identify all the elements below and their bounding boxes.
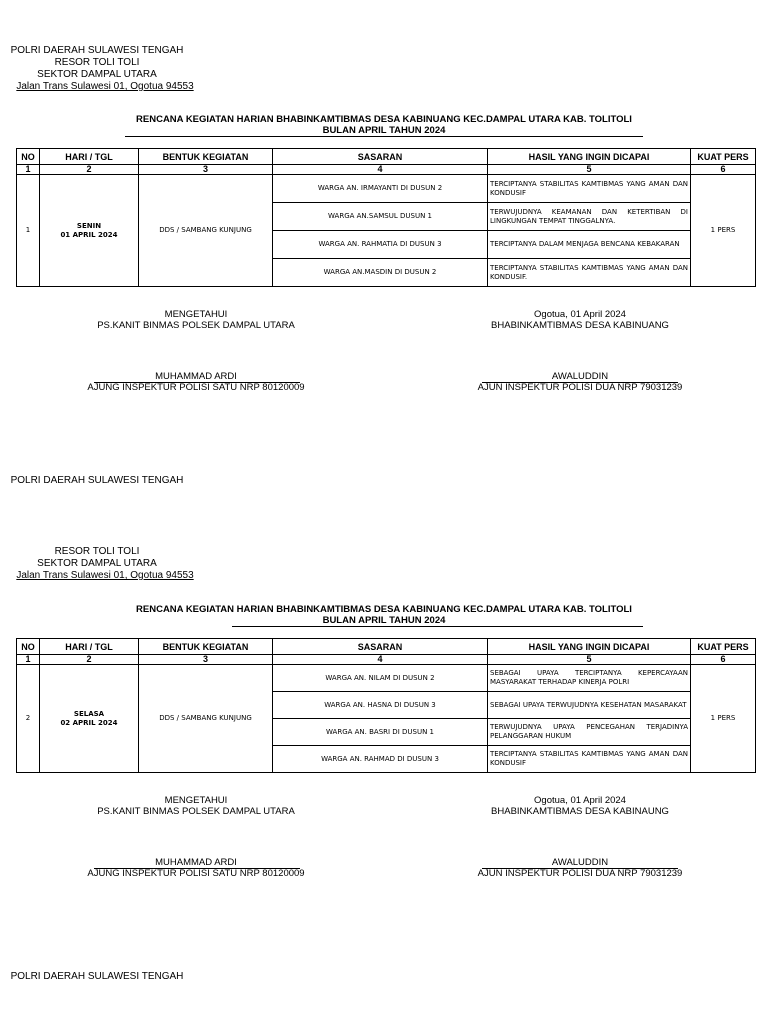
col-number: 2 [40, 655, 139, 665]
row-sasaran: WARGA AN. NILAM DI DUSUN 2 [273, 665, 488, 692]
row-bentuk: DDS / SAMBANG KUNJUNG [139, 175, 273, 287]
col-number: 4 [273, 655, 488, 665]
table-header-row [17, 639, 756, 655]
row-day: SENIN [76, 221, 102, 230]
row-sasaran: WARGA AN.MASDIN DI DUSUN 2 [273, 259, 488, 287]
col-number: 2 [40, 165, 139, 175]
sig-rank: AJUN INSPEKTUR POLISI DUA NRP 79031239 [477, 382, 683, 393]
col-hari: HARI / TGL [40, 149, 139, 165]
col-kuat: KUAT PERS [691, 639, 756, 655]
doc2-activity-table [16, 638, 756, 773]
row-bentuk: DDS / SAMBANG KUNJUNG [139, 665, 273, 773]
row-date: 01 APRIL 2024 [60, 230, 118, 239]
sig-name: AWALUDDIN [551, 371, 609, 382]
row-date-cell [40, 175, 139, 287]
column-number-row [17, 655, 756, 665]
row-date: 02 APRIL 2024 [60, 718, 118, 727]
col-number: 3 [139, 165, 273, 175]
row-sasaran: WARGA AN. BASRI DI DUSUN 1 [273, 719, 488, 746]
col-number: 4 [273, 165, 488, 175]
column-number-row [17, 165, 756, 175]
row-sasaran: WARGA AN. IRMAYANTI DI DUSUN 2 [273, 175, 488, 203]
row-no: 2 [17, 665, 40, 773]
row-kuat: 1 PERS [691, 665, 756, 773]
sig-rank: AJUN INSPEKTUR POLISI DUA NRP 79031239 [477, 868, 683, 879]
doc1-subtitle: BULAN APRIL TAHUN 2024 [322, 125, 446, 136]
sig-position: PS.KANIT BINMAS POLSEK DAMPAL UTARA [97, 806, 295, 817]
col-hasil: HASIL YANG INGIN DICAPAI [488, 639, 691, 655]
table-header-row [17, 149, 756, 165]
col-number: 1 [17, 655, 40, 665]
row-sasaran: WARGA AN.SAMSUL DUSUN 1 [273, 203, 488, 231]
col-number: 5 [488, 165, 691, 175]
row-sasaran: WARGA AN. RAHMAD DI DUSUN 3 [273, 746, 488, 773]
table-row [17, 175, 756, 203]
sig-date: Ogotua, 01 April 2024 [534, 795, 626, 806]
row-hasil: TERCIPTANYA STABILITAS KAMTIBMAS YANG AMAN DAN KONDUSIF [488, 746, 691, 773]
sig-label: MENGETAHUI [164, 795, 228, 806]
col-bentuk: BENTUK KEGIATAN [139, 639, 273, 655]
org-resor: RESOR TOLI TOLI [54, 57, 140, 68]
org-address: Jalan Trans Sulawesi 01, Ogotua 94553 [16, 81, 194, 92]
row-hasil: SEBAGAI UPAYA TERWUJUDNYA KESEHATAN MASARAKAT [488, 692, 691, 719]
org-name: POLRI DAERAH SULAWESI TENGAH [10, 971, 184, 982]
sig-rank: AJUNG INSPEKTUR POLISI SATU NRP 80120009 [87, 382, 305, 393]
row-hasil: TERCIPTANYA DALAM MENJAGA BENCANA KEBAKARAN [488, 231, 691, 259]
doc2-subtitle: BULAN APRIL TAHUN 2024 [322, 615, 446, 626]
sig-rank: AJUNG INSPEKTUR POLISI SATU NRP 80120009 [87, 868, 305, 879]
row-date-cell [40, 665, 139, 773]
doc2-title: RENCANA KEGIATAN HARIAN BHABINKAMTIBMAS DESA KABINUANG KEC.DAMPAL UTARA KAB. TOLITOLI [136, 604, 632, 615]
col-number: 6 [691, 655, 756, 665]
sig-position: BHABINKAMTIBMAS DESA KABINUANG [491, 320, 669, 331]
row-no: 1 [17, 175, 40, 287]
col-kuat: KUAT PERS [691, 149, 756, 165]
org-name: POLRI DAERAH SULAWESI TENGAH [10, 475, 184, 486]
col-bentuk: BENTUK KEGIATAN [139, 149, 273, 165]
doc1-activity-table [16, 148, 756, 287]
col-sasaran: SASARAN [273, 639, 488, 655]
row-hasil: TERCIPTANYA STABILITAS KAMTIBMAS YANG AMAN DAN KONDUSIF [488, 175, 691, 203]
col-no: NO [17, 639, 40, 655]
col-number: 3 [139, 655, 273, 665]
row-kuat: 1 PERS [691, 175, 756, 287]
row-hasil: TERCIPTANYA STABILITAS KAMTIBMAS YANG AMAN DAN KONDUSIF. [488, 259, 691, 287]
col-number: 1 [17, 165, 40, 175]
table-row [17, 665, 756, 692]
title-underline [125, 136, 643, 137]
col-sasaran: SASARAN [273, 149, 488, 165]
org-name: POLRI DAERAH SULAWESI TENGAH [10, 45, 184, 56]
sig-label: MENGETAHUI [164, 309, 228, 320]
org-resor: RESOR TOLI TOLI [54, 546, 140, 557]
col-number: 5 [488, 655, 691, 665]
doc1-title: RENCANA KEGIATAN HARIAN BHABINKAMTIBMAS DESA KABINUANG KEC.DAMPAL UTARA KAB. TOLITOLI [136, 114, 632, 125]
col-hasil: HASIL YANG INGIN DICAPAI [488, 149, 691, 165]
title-underline [232, 626, 643, 627]
row-day: SELASA [73, 709, 105, 718]
sig-date: Ogotua, 01 April 2024 [534, 309, 626, 320]
col-no: NO [17, 149, 40, 165]
sig-name: MUHAMMAD ARDI [155, 857, 237, 868]
org-address: Jalan Trans Sulawesi 01, Ogotua 94553 [16, 570, 194, 581]
row-hasil: TERWUJUDNYA UPAYA PENCEGAHAN TERJADINYA PELANGGARAN HUKUM [488, 719, 691, 746]
row-hasil: TERWUJUDNYA KEAMANAN DAN KETERTIBAN DI LINGKUNGAN TEMPAT TINGGALNYA. [488, 203, 691, 231]
org-sektor: SEKTOR DAMPAL UTARA [37, 558, 157, 569]
col-number: 6 [691, 165, 756, 175]
sig-position: BHABINKAMTIBMAS DESA KABINAUNG [491, 806, 669, 817]
sig-position: PS.KANIT BINMAS POLSEK DAMPAL UTARA [97, 320, 295, 331]
row-sasaran: WARGA AN. HASNA DI DUSUN 3 [273, 692, 488, 719]
sig-name: AWALUDDIN [551, 857, 609, 868]
org-sektor: SEKTOR DAMPAL UTARA [37, 69, 157, 80]
row-hasil: SEBAGAI UPAYA TERCIPTANYA KEPERCAYAAN MASYARAKAT TERHADAP KINERJA POLRI [488, 665, 691, 692]
row-sasaran: WARGA AN. RAHMATIA DI DUSUN 3 [273, 231, 488, 259]
sig-name: MUHAMMAD ARDI [155, 371, 237, 382]
col-hari: HARI / TGL [40, 639, 139, 655]
